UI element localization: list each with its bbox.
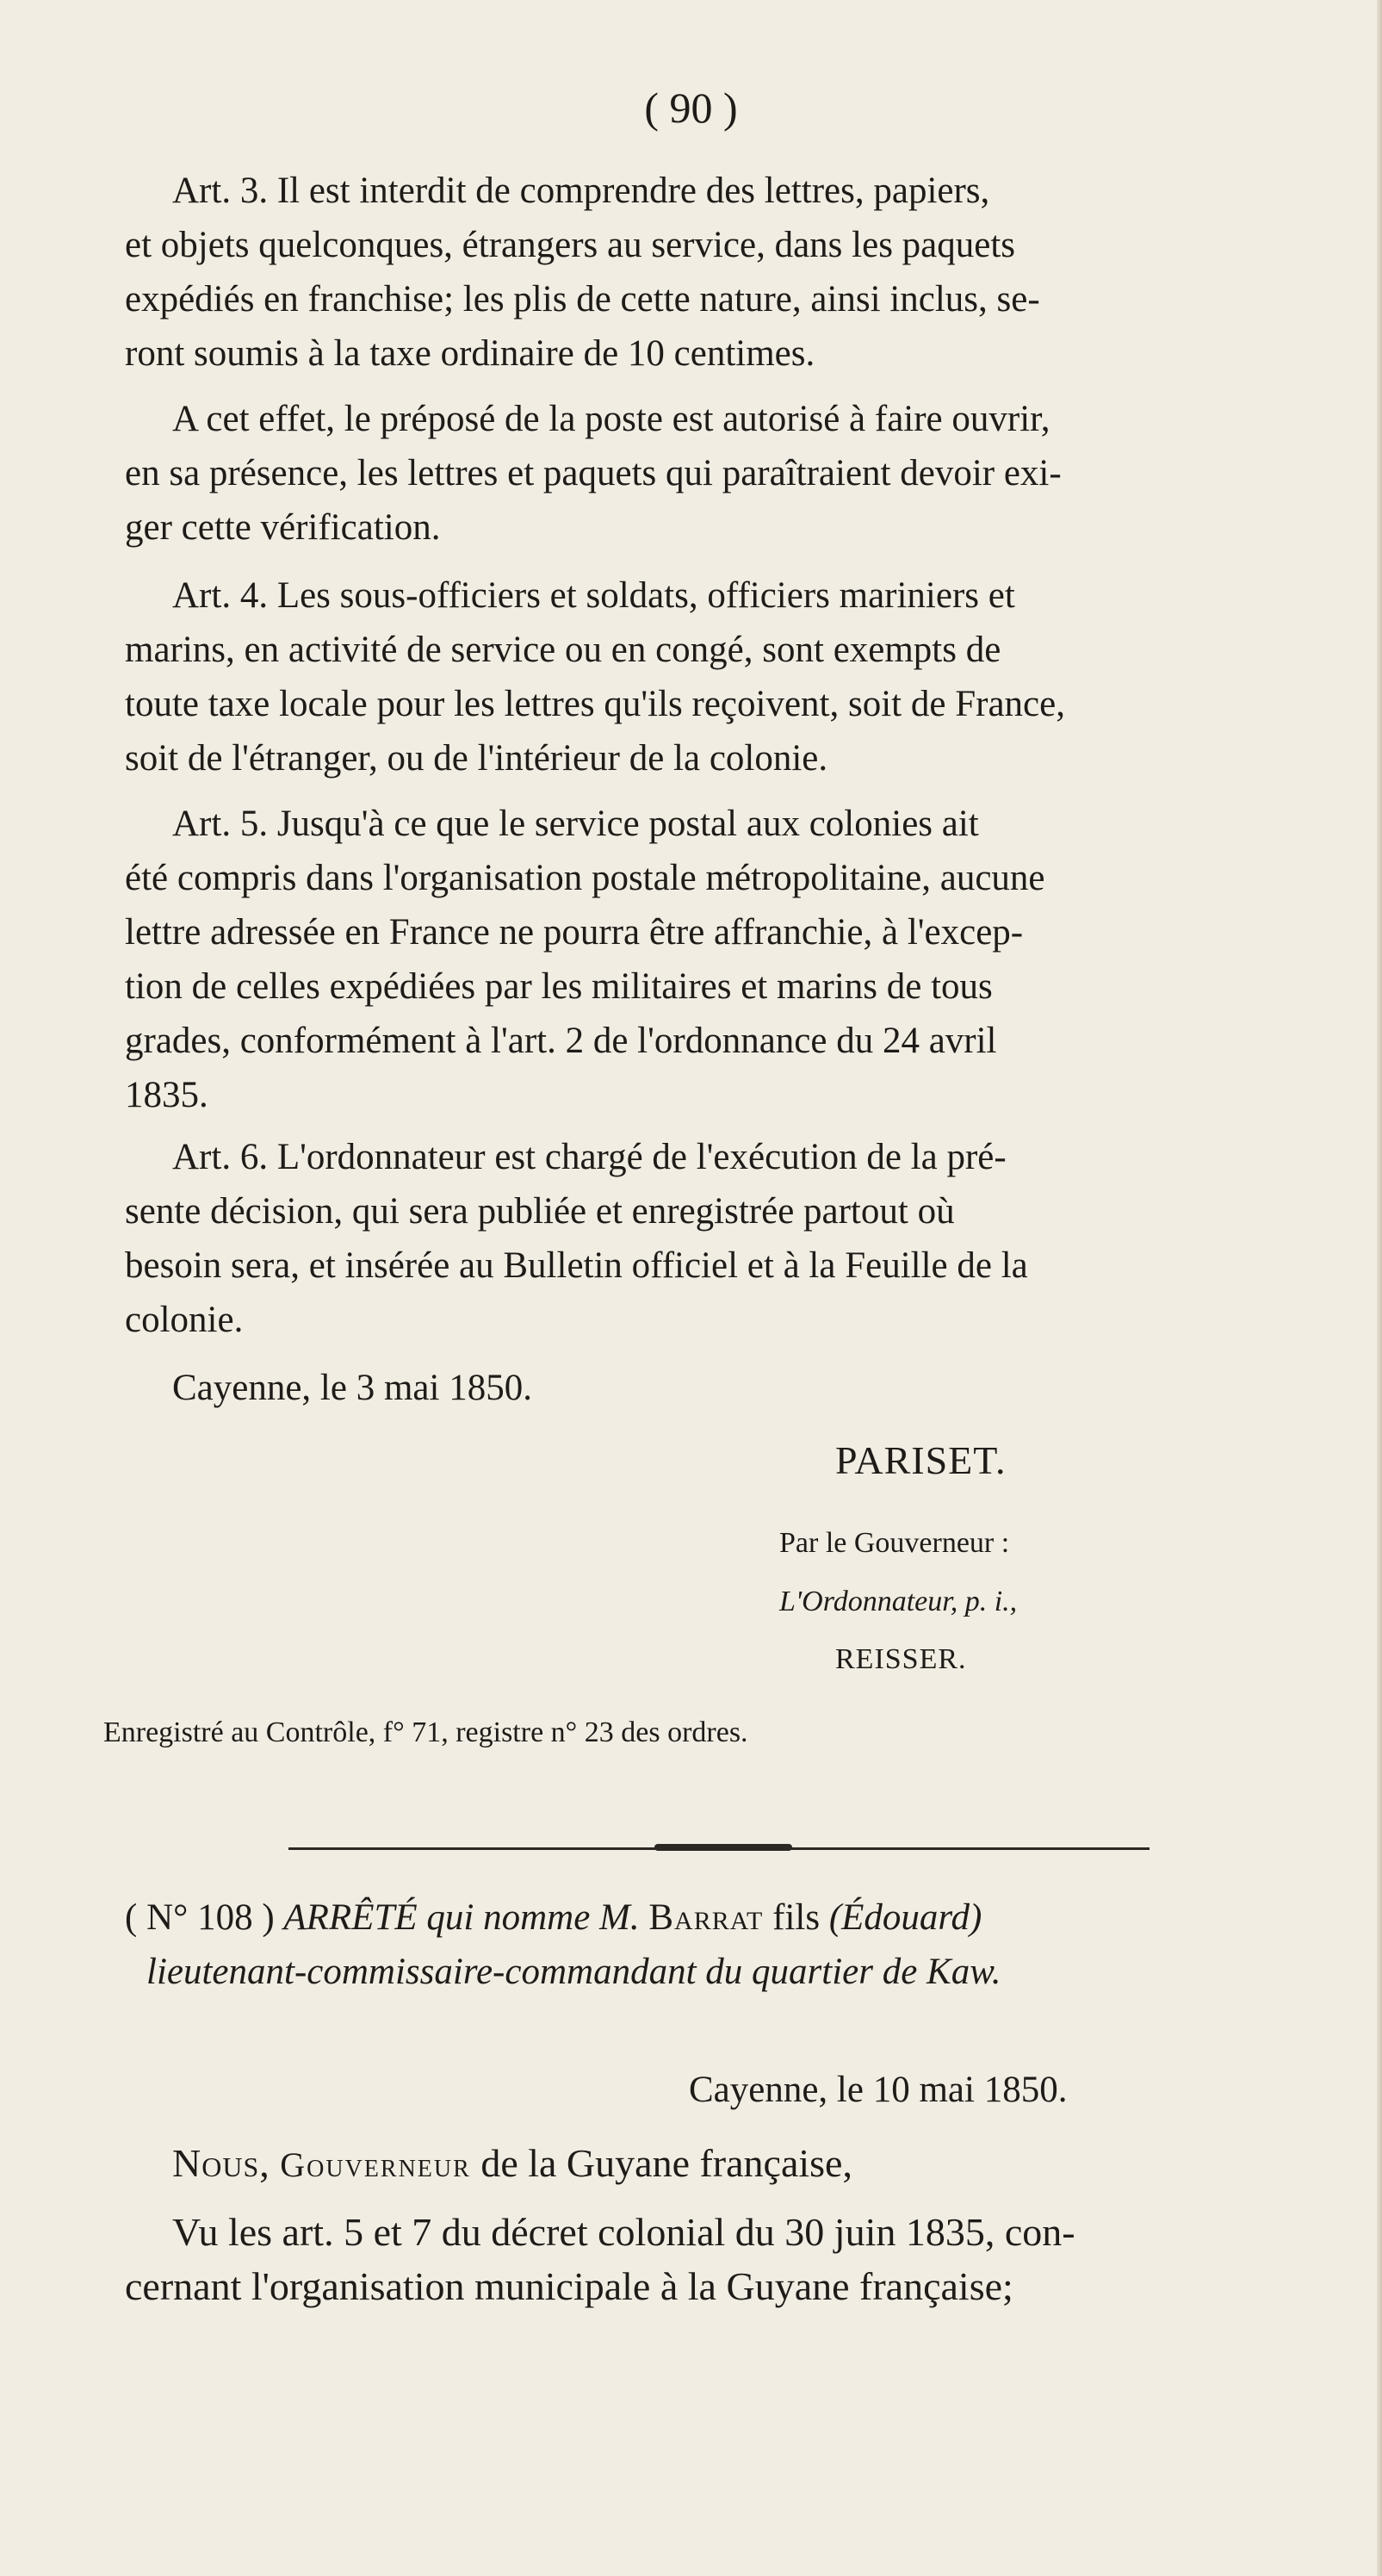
- article-6-line: sente décision, qui sera publiée et enregistrée partout où: [125, 1191, 955, 1232]
- article-3-line: ger cette vérification.: [125, 507, 441, 548]
- article-5-line: grades, conformément à l'art. 2 de l'ordonnance du 24 avril: [125, 1021, 997, 1061]
- arrete-number: ( N° 108 ): [125, 1897, 275, 1938]
- article-3-line: et objets quelconques, étrangers au service, dans les paquets: [125, 225, 1016, 265]
- article-6-line: Art. 6. L'ordonnateur est chargé de l'exécution de la pré-: [172, 1137, 1007, 1177]
- vu-line: cernant l'organisation municipale à la Guyane française;: [125, 2264, 1013, 2308]
- vu-line: Vu les art. 5 et 7 du décret colonial du 30 juin 1835, con-: [172, 2210, 1075, 2254]
- date-text: Cayenne, le 3 mai 1850.: [172, 1368, 532, 1408]
- article-5-line: été compris dans l'organisation postale métropolitaine, aucune: [125, 858, 1045, 898]
- article-3-line: expédiés en franchise; les plis de cette nature, ainsi inclus, se-: [125, 279, 1040, 320]
- arrete-name: Barrat: [648, 1897, 764, 1938]
- article-4: [125, 568, 1348, 785]
- article-5-line: tion de celles expédiées par les militaires et marins de tous: [125, 966, 993, 1007]
- article-3: [125, 164, 1348, 381]
- article-5: [125, 797, 1348, 1122]
- nous-line: [125, 2136, 1348, 2192]
- arrete-heading-line-2: lieutenant-commissaire-commandant du quartier de Kaw.: [146, 1952, 1001, 1992]
- article-3-paragraph-2: [125, 392, 1348, 555]
- arrete-edouard: (Édouard): [828, 1897, 982, 1938]
- article-5-line: 1835.: [125, 1075, 208, 1115]
- article-6: [125, 1130, 1348, 1347]
- article-4-line: marins, en activité de service ou en congé, sont exempts de: [125, 630, 1001, 670]
- article-4-line: toute taxe locale pour les lettres qu'ils reçoivent, soit de France,: [125, 684, 1065, 724]
- article-3-line: Art. 3. Il est interdit de comprendre des lettres, papiers,: [172, 171, 990, 211]
- arrete-heading: [125, 1890, 1348, 1999]
- ordonnateur-label: L'Ordonnateur, p. i.,: [779, 1586, 1018, 1617]
- nous-rest: de la Guyane française,: [480, 2141, 852, 2185]
- gouverneur-word: Gouverneur: [280, 2145, 471, 2184]
- article-3-line: en sa présence, les lettres et paquets qui paraîtraient devoir exi-: [125, 453, 1062, 493]
- article-3-line: ront soumis à la taxe ordinaire de 10 centimes.: [125, 333, 815, 374]
- nous-gouverneur: [125, 2136, 1348, 2192]
- article-6-line: colonie.: [125, 1300, 244, 1340]
- arrete-fils: fils: [772, 1897, 821, 1938]
- article-5-line: lettre adressée en France ne pourra être affranchie, à l'excep-: [125, 912, 1024, 953]
- article-4-line: Art. 4. Les sous-officiers et soldats, officiers mariniers et: [172, 575, 1015, 616]
- article-5-line: Art. 5. Jusqu'à ce que le service postal aux colonies ait: [172, 804, 979, 844]
- section-divider-ornament: [654, 1844, 792, 1851]
- signature-reisser: REISSER.: [835, 1643, 967, 1675]
- par-le-gouverneur: Par le Gouverneur :: [779, 1527, 1010, 1559]
- article-4-line: soit de l'étranger, ou de l'intérieur de la colonie.: [125, 738, 828, 779]
- date-cayenne-3-mai: [125, 1361, 1348, 1415]
- registration-note: Enregistré au Contrôle, f° 71, registre n° 23 des ordres.: [103, 1716, 748, 1748]
- arrete-title: ARRÊTÉ qui nomme M.: [283, 1897, 640, 1938]
- article-3-line: A cet effet, le préposé de la poste est autorisé à faire ouvrir,: [172, 399, 1050, 439]
- nous-word: Nous,: [172, 2141, 270, 2185]
- page-edge: [1377, 0, 1382, 2576]
- vu-paragraph: [125, 2205, 1348, 2313]
- signature-pariset: PARISET.: [835, 1438, 1007, 1482]
- page-number: ( 90 ): [644, 84, 738, 132]
- article-6-line: besoin sera, et insérée au Bulletin officiel et à la Feuille de la: [125, 1245, 1028, 1286]
- date-cayenne-10-mai: [125, 2063, 1348, 2117]
- arrete-heading-line-1: [125, 1890, 1348, 1945]
- date-text: Cayenne, le 10 mai 1850.: [689, 2070, 1068, 2110]
